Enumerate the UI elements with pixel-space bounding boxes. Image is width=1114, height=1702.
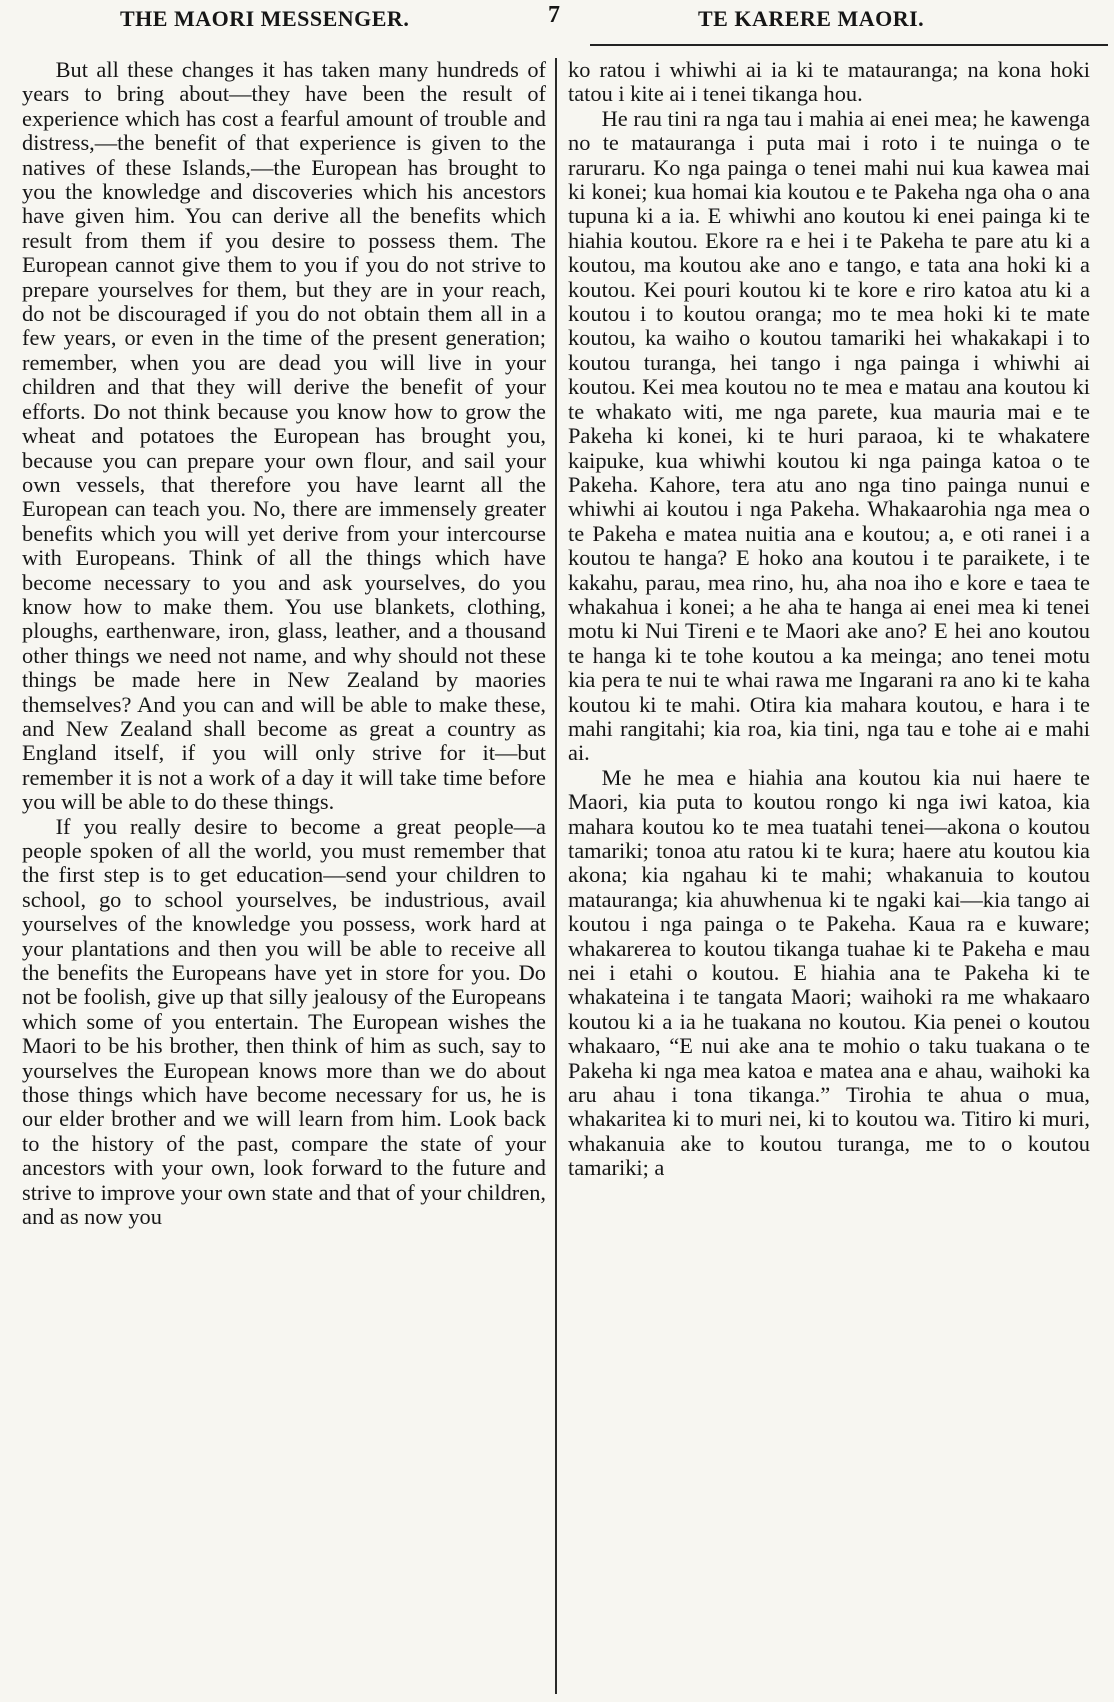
header-rule [590, 44, 1108, 46]
header-title-english: THE MAORI MESSENGER. [120, 6, 410, 31]
header-title-maori: TE KARERE MAORI. [698, 6, 925, 31]
column-divider [555, 58, 557, 1694]
maori-paragraph-1: ko ratou i whiwhi ai ia ki te matauranga; na kona hoki tatou i kite ai i tenei tikanga hou. [568, 57, 1090, 107]
page-number: 7 [548, 2, 561, 28]
english-paragraph-2: If you really desire to become a great people—a people spoken of all the world, you must remember that the first step is to get education—send your children to school, go to school yourselves, be industrious, avail yourselves of the knowledge you possess, work hard at your plantations and then you will be able to receive all the benefits the Europeans have yet in store for you. Do not be foolish, give up that silly jealousy of the Europeans which some of you entertain. The European wishes the Maori to be his brother, then think of him as such, say to yourselves the European knows more than we do about those things which have become necessary for us, he is our elder brother and we will learn from him. Look back to the history of the past, compare the state of your ancestors with your own, look forward to the future and strive to improve your own state and that of your children, and as now you [22, 813, 546, 1230]
maori-column [568, 58, 1090, 1181]
maori-paragraph-2: He rau tini ra nga tau i mahia ai enei mea; he kawenga no te matauranga i puta mai i roto i te nuinga o te raruraru. Ko nga painga o tenei mahi nui kua kawea mai ki konei; kua homai kia koutou e te Pakeha nga oha o ana tupuna ki a ia. E whiwhi ano koutou ki enei painga ki te hiahia koutou. Ekore ra e hei i te Pakeha te pare atu ki a koutou, ma koutou ake ano e tango, e tata ana hoki ki a koutou. Kei pouri koutou ki te kore e riro katoa atu ki a koutou i to koutou oranga; mo te mea hoki ki te mate koutou, ka waiho o koutou tamariki hei whakakapi i to koutou turanga, hei tango i nga painga i whiwhi ai koutou. Kei mea koutou no te mea e matau ana koutou ki te whakato witi, me nga parete, kua mauria mai e te Pakeha ki konei, ki te huri paraoa, ki te whakatere kaipuke, kua whiwhi koutou ki nga painga katoa o te Pakeha. Kahore, tera atu ano nga tino painga nunui e whiwhi ai koutou i nga Pakeha. Whakaarohia nga mea o te Pakeha e matea nuitia ana e koutou; a, e oti ranei i a koutou te hanga? E hoko ana koutou i te paraikete, i te kakahu, parau, mea rino, hu, aha noa iho e kore e taea te whakahua i konei; a he aha te hanga ai enei mea ki tenei motu ki Nui Tireni e te Maori ake ano? E hei ano koutou te hanga ki te tohe koutou a ka meinga; ano tenei motu kia pera te nui te whai rawa me Ingarani ra ano ki te kaha koutou ki te mahi. Otira kia mahara koutou, e hara i te mahi rangitahi; kia roa, kia tini, nga tau e tohe ai e mahi ai. [568, 105, 1090, 766]
page-header [0, 0, 1114, 44]
maori-paragraph-3: Me he mea e hiahia ana koutou kia nui haere te Maori, kia puta to koutou rongo ki nga iwi katoa, kia mahara koutou ko te mea tuatahi tenei—akona o koutou tamariki; tonoa atu ratou ki te kura; haere atu koutou kia akona; kia ngahau ki te mahi; whakanuia to koutou matauranga; kia ahuwhenua ki te ngaki kai—kia tango ai koutou i nga painga o te Pakeha. Kaua ra e kuware; whakarerea to koutou tikanga tuahae ki te Pakeha e mau nei i etahi o koutou. E hiahia ana te Pakeha ki te whakateina i te tangata Maori; waihoki ra me whakaaro koutou ki a ia he tuakana no koutou. Kia penei o koutou whakaaro, “E nui ake ana te mohio o taku tuakana o te Pakeha ki nga mea katoa e matea ana e ahau, waihoki ka aru ahau i tona tikanga.” Tirohia te ahua o mua, whakaritea ki to muri nei, ki to koutou wa. Titiro ki muri, whakanuia ake to koutou turanga, me to o koutou tamariki; a [568, 764, 1090, 1181]
english-column [22, 58, 546, 1230]
english-paragraph-1: But all these changes it has taken many hundreds of years to bring about—they have been the result of experience which has cost a fearful amount of trouble and distress,—the benefit of that experience is given to the natives of these Islands,—the European has brought to you the knowledge and discoveries which his ancestors have given him. You can derive all the benefits which result from them if you desire to possess them. The European cannot give them to you if you do not strive to prepare yourselves for them, but they are in your reach, do not be discouraged if you do not obtain them all in a few years, or even in the time of the present generation; remember, when you are dead you will live in your children and that they will derive the benefit of your efforts. Do not think because you know how to grow the wheat and potatoes the European has brought you, because you can prepare your own flour, and sail your own vessels, that therefore you have learnt all the European can teach you. No, there are immensely greater benefits which you will yet derive from your intercourse with Europeans. Think of all the things which have become necessary to you and ask yourselves, do you know how to make them. You use blankets, clothing, ploughs, earthenware, iron, glass, leather, and a thousand other things we need not name, and why should not these things be made here in New Zealand by maories themselves? And you can and will be able to make these, and New Zealand shall become as great a country as England itself, if you will only strive for it—but remember it is not a work of a day it will take time before you will be able to do these things. [22, 57, 546, 815]
